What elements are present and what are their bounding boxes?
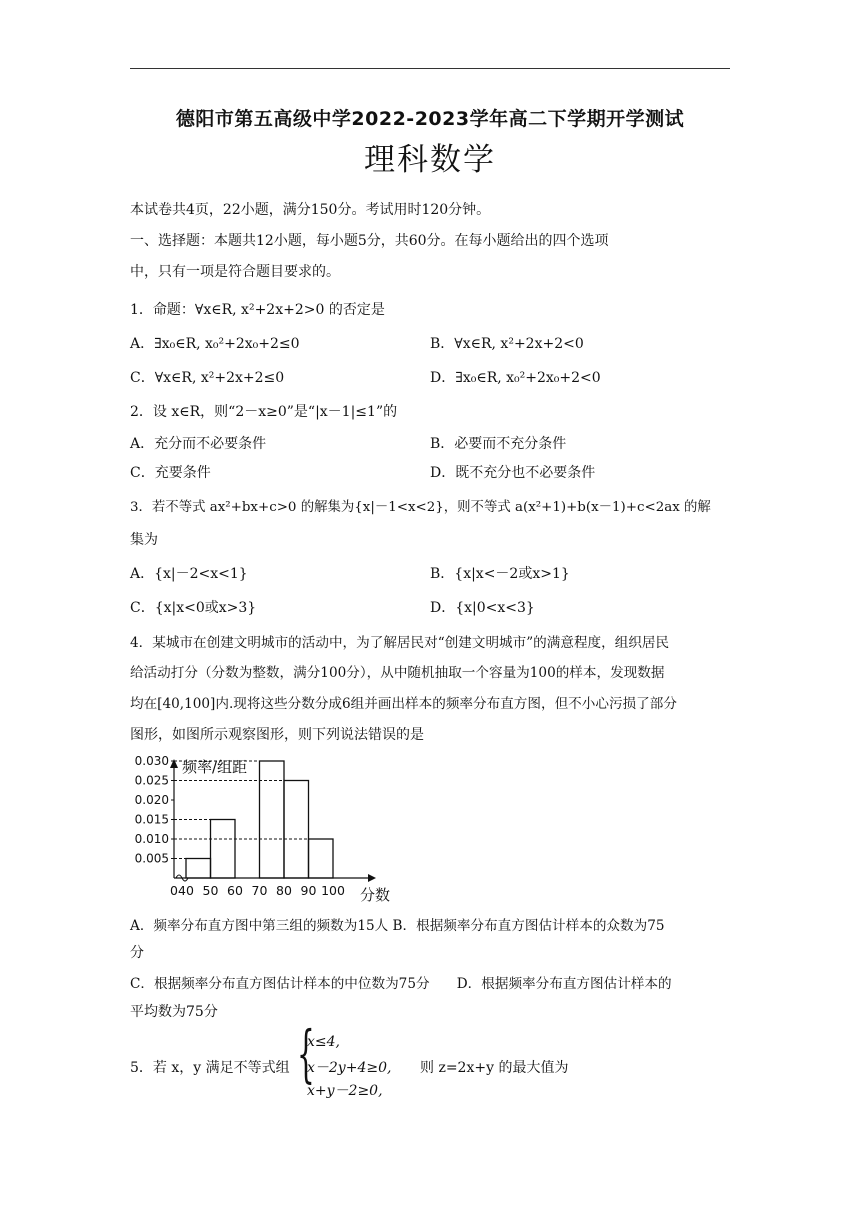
top-rule (130, 68, 730, 69)
x-tick-label: 50 (202, 883, 219, 898)
q5-prefix: 5．若 x，y 满足不等式组 (130, 1060, 290, 1076)
y-axis-title: 频率/组距 (182, 758, 248, 776)
section-heading-line2: 中，只有一项是符合题目要求的。 (130, 264, 340, 280)
x-tick-label: 60 (227, 883, 243, 898)
q2-option-d: D．既不充分也不必要条件 (430, 465, 596, 481)
q1-stem: 1．命题：∀x∈R, x²+2x+2>0 的否定是 (130, 302, 385, 318)
q3-stem-line2: 集为 (130, 532, 158, 548)
q4-option-ab: A．频率分布直方图中第三组的频数为15人 B．根据频率分布直方图估计样本的众数为75 (130, 918, 665, 934)
y-tick-label: 0.010 (134, 832, 169, 846)
x-tick-label: 100 (321, 883, 345, 898)
q4-stem-line1: 4．某城市在创建文明城市的活动中，为了解居民对“创建文明城市”的满意程度，组织居民 (130, 635, 670, 651)
q3-option-a: A．{x|－2<x<1} (130, 566, 248, 582)
q2-option-a: A．充分而不必要条件 (130, 436, 267, 452)
q5-constraint-2: x－2y+4≥0, (307, 1060, 392, 1076)
x-tick-label: 40 (178, 883, 194, 898)
y-tick-label: 0.030 (134, 754, 169, 768)
q4-option-cd: C．根据频率分布直方图估计样本的中位数为75分 D．根据频率分布直方图估计样本的 (130, 976, 672, 992)
q1-option-b: B．∀x∈R, x²+2x+2<0 (430, 336, 584, 352)
histogram-bar (309, 839, 334, 878)
q4-option-ab-cont: 分 (130, 945, 144, 961)
exam-subtitle: 理科数学 (364, 142, 496, 178)
histogram-bar (186, 859, 211, 879)
section-heading-line1: 一、选择题：本题共12小题，每小题5分，共60分。在每小题给出的四个选项 (130, 233, 609, 249)
histogram-bar (211, 820, 236, 879)
exam-title: 德阳市第五高级中学2022-2023学年高二下学期开学测试 (175, 108, 685, 130)
y-tick-label: 0.015 (134, 812, 169, 827)
q2-option-c: C．充要条件 (130, 465, 211, 481)
q1-option-d: D．∃x₀∈R, x₀²+2x₀+2<0 (430, 370, 601, 386)
q2-stem: 2．设 x∈R，则“2－x≥0”是“|x－1|≤1”的 (130, 404, 398, 420)
q5-suffix: 则 z=2x+y 的最大值为 (420, 1060, 569, 1076)
y-axis-arrow (170, 759, 178, 768)
q1-option-c: C．∀x∈R, x²+2x+2≤0 (130, 370, 285, 386)
x-tick-label: 80 (276, 883, 292, 898)
q3-option-b: B．{x|x<－2或x>1} (430, 566, 570, 582)
q3-stem-line1: 3．若不等式 ax²+bx+c>0 的解集为{x|－1<x<2}，则不等式 a(x²+1)+b(x－1)+c<2ax 的解 (130, 500, 711, 515)
q5-constraint-1: x≤4, (307, 1034, 340, 1050)
histogram-chart (128, 752, 398, 902)
q3-option-d: D．{x|0<x<3} (430, 600, 535, 616)
x-axis-arrow (368, 874, 376, 882)
x-tick-label: 90 (300, 883, 317, 898)
q4-stem-line3: 均在[40,100]内.现将这些分数分成6组并画出样本的频率分布直方图，但不小心污损了部分 (130, 696, 677, 712)
q1-option-a: A．∃x₀∈R, x₀²+2x₀+2≤0 (130, 336, 300, 352)
q5-constraint-3: x+y－2≥0, (307, 1083, 383, 1099)
x-tick-label: 0 (170, 883, 178, 898)
x-axis-title: 分数 (360, 886, 391, 902)
q4-stem-line2: 给活动打分（分数为整数，满分100分），从中随机抽取一个容量为100的样本，发现数据 (130, 665, 665, 681)
q3-option-c: C．{x|x<0或x>3} (130, 600, 257, 616)
q4-stem-line4: 图形，如图所示观察图形，则下列说法错误的是 (130, 727, 424, 743)
x-tick-label: 70 (251, 883, 268, 898)
exam-intro: 本试卷共4页，22小题，满分150分。考试用时120分钟。 (130, 202, 491, 218)
histogram-bar (260, 761, 285, 878)
q2-option-b: B．必要而不充分条件 (430, 436, 567, 452)
y-tick-label: 0.020 (134, 793, 169, 807)
q4-option-cd-cont: 平均数为75分 (130, 1004, 218, 1020)
y-tick-label: 0.025 (134, 773, 169, 788)
histogram-bar (284, 781, 309, 879)
y-tick-label: 0.005 (134, 851, 169, 866)
q5-brace: { (297, 1017, 315, 1090)
